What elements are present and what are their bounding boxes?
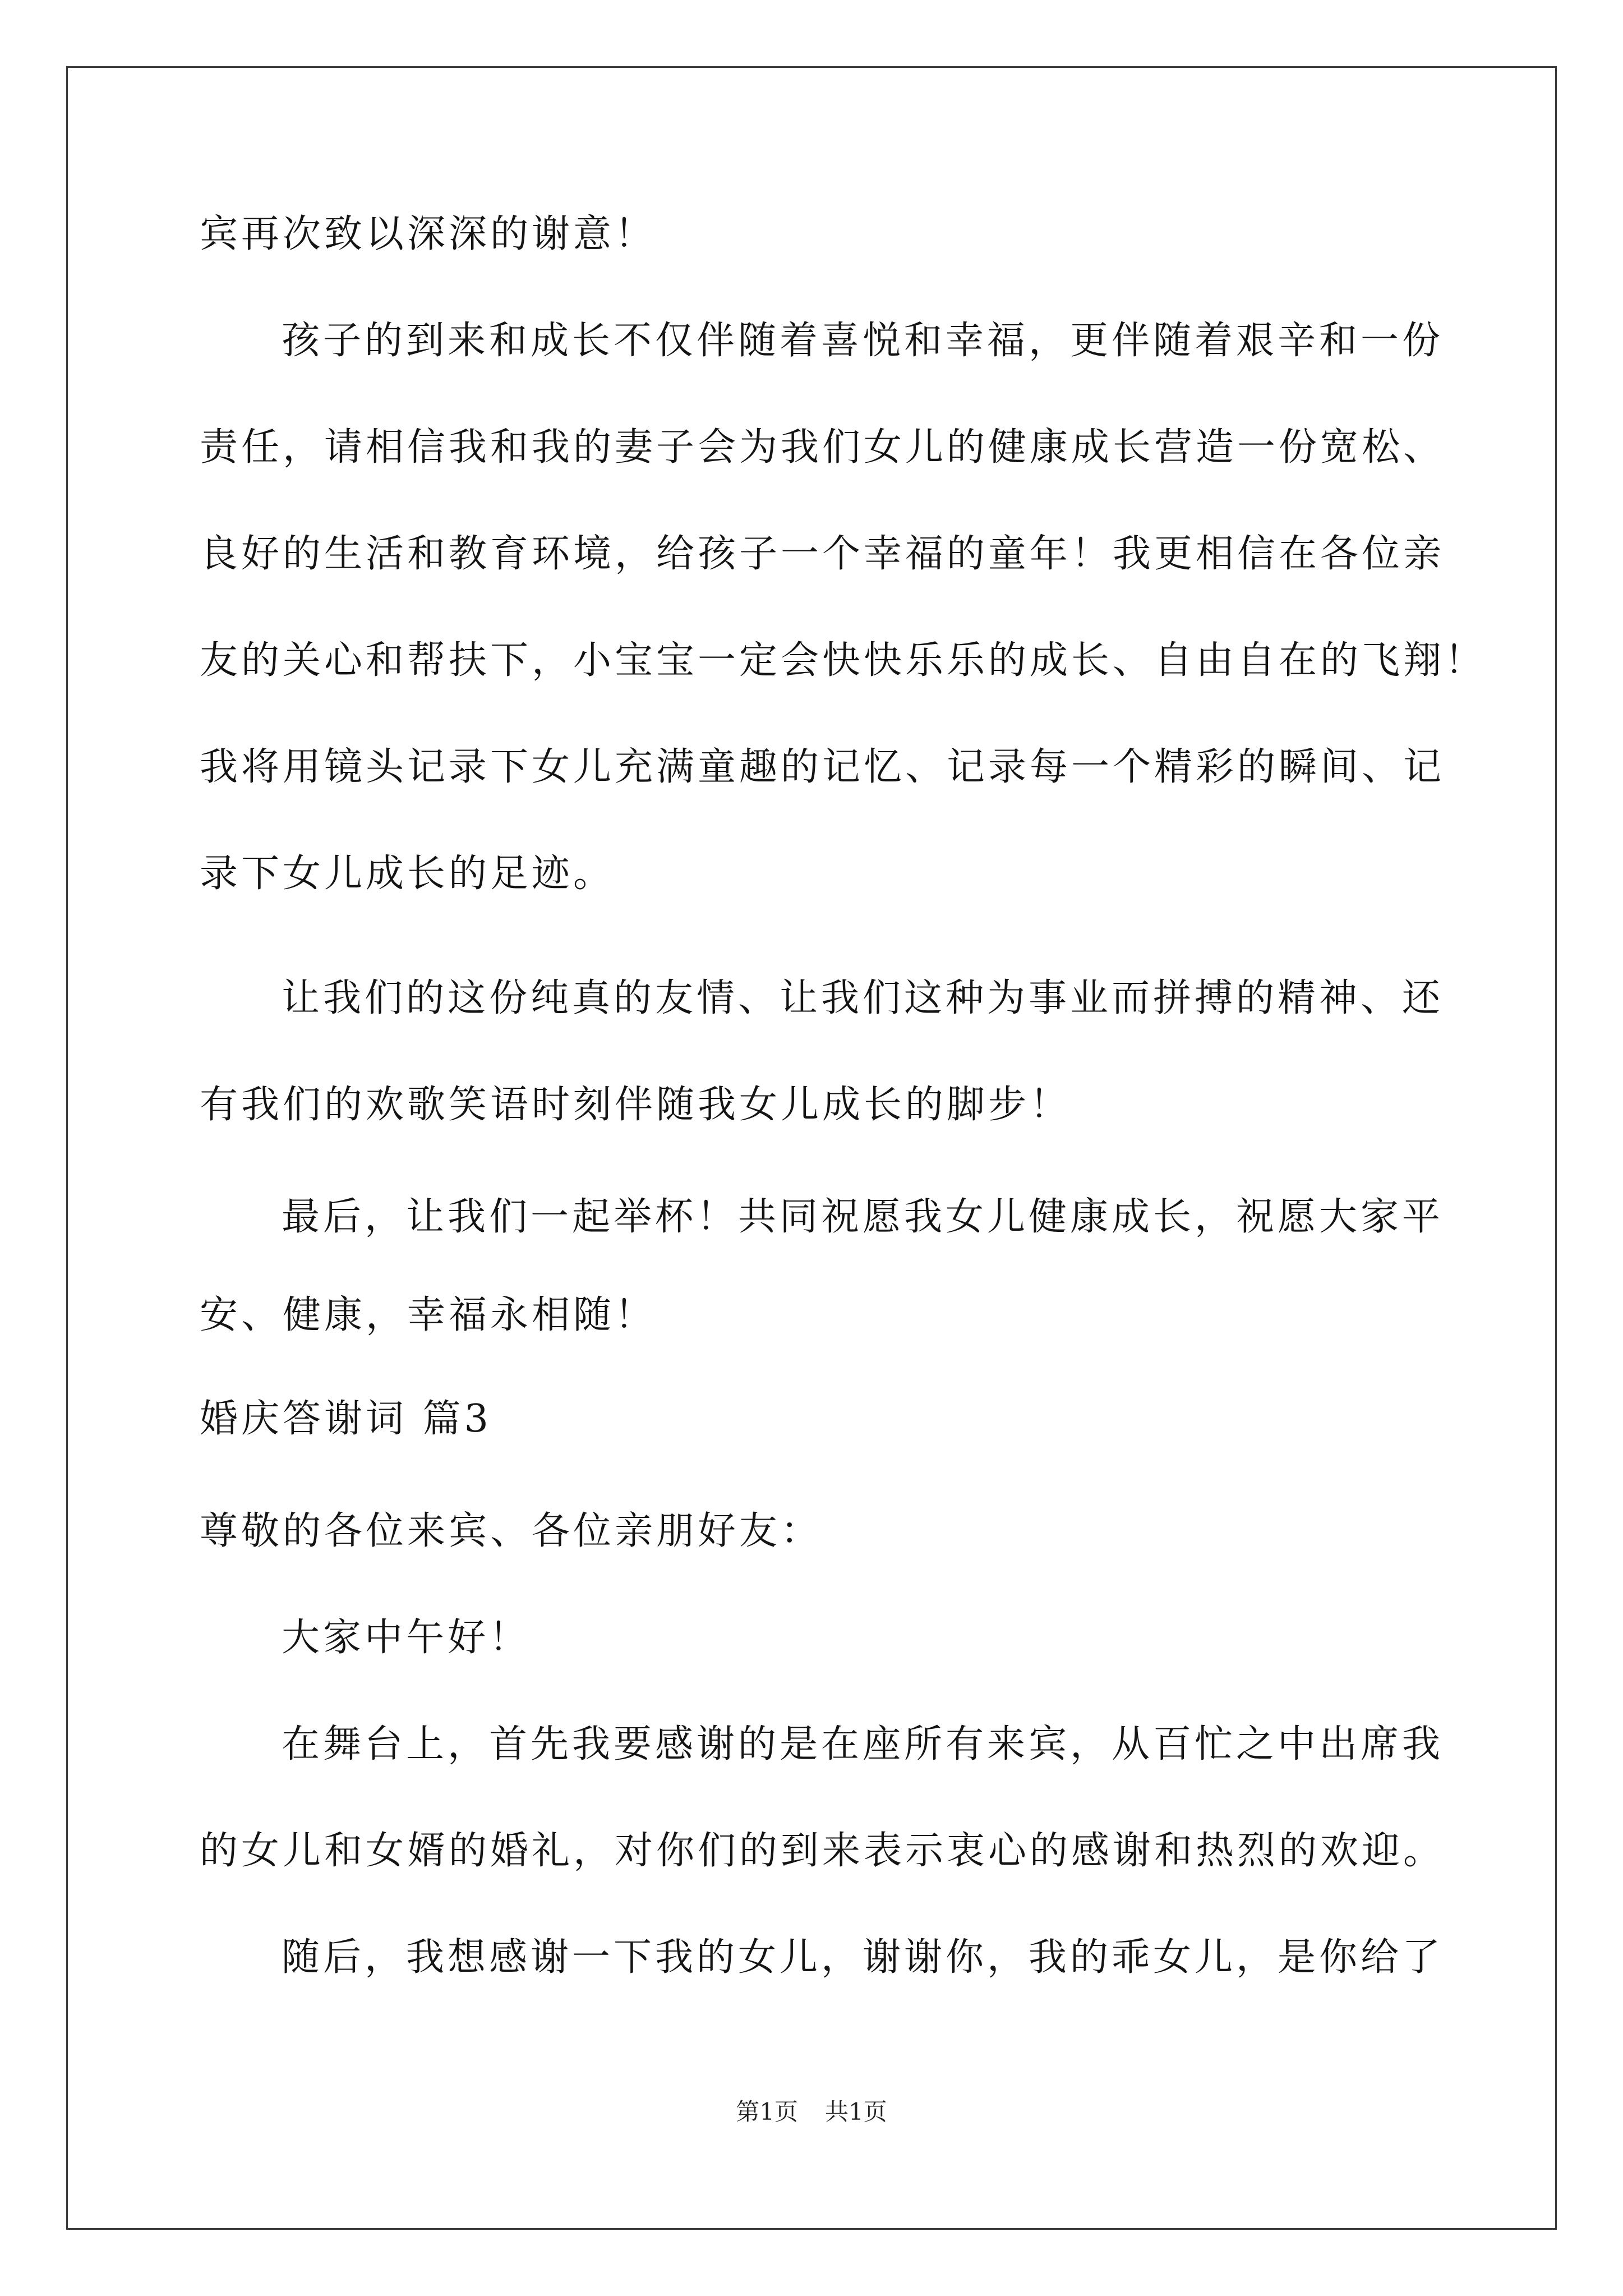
text-line: 安、健康，幸福永相随！ [200, 1293, 657, 1337]
text-line: 宾再次致以深深的谢意！ [200, 212, 657, 256]
text-line: 的女儿和女婿的婚礼，对你们的到来表示衷心的感谢和热烈的欢迎。 [200, 1829, 1445, 1873]
paragraph-first-line: 让我们的这份纯真的友情、让我们这种为事业而拼搏的精神、还 [282, 976, 1444, 1020]
page-footer [0, 2098, 1623, 2126]
page-number: 第1页 [736, 2098, 798, 2125]
page-total: 共1页 [825, 2098, 887, 2125]
text-line: 责任，请相信我和我的妻子会为我们女儿的健康成长营造一份宽松、 [200, 425, 1445, 470]
section-heading: 婚庆答谢词 篇3 [200, 1397, 492, 1441]
greeting: 大家中午好！ [282, 1616, 531, 1660]
text-line: 有我们的欢歌笑语时刻伴随我女儿成长的脚步！ [200, 1083, 1072, 1127]
text-line: 友的关心和帮扶下，小宝宝一定会快快乐乐的成长、自由自在的飞翔！ [200, 638, 1487, 683]
text-line: 良好的生活和教育环境，给孩子一个幸福的童年！我更相信在各位亲 [200, 532, 1445, 576]
paragraph-first-line: 最后，让我们一起举杯！共同祝愿我女儿健康成长，祝愿大家平 [282, 1195, 1444, 1239]
paragraph-first-line: 随后，我想感谢一下我的女儿，谢谢你，我的乖女儿，是你给了 [282, 1935, 1444, 1980]
paragraph-first-line: 孩子的到来和成长不仅伴随着喜悦和幸福，更伴随着艰辛和一份 [282, 319, 1444, 363]
text-line: 录下女儿成长的足迹。 [200, 852, 615, 896]
paragraph-first-line: 在舞台上，首先我要感谢的是在座所有来宾，从百忙之中出席我 [282, 1722, 1444, 1766]
salutation: 尊敬的各位来宾、各位亲朋好友： [200, 1509, 823, 1553]
text-line: 我将用镜头记录下女儿充满童趣的记忆、记录每一个精彩的瞬间、记 [200, 745, 1445, 789]
page-border [66, 66, 1557, 2230]
